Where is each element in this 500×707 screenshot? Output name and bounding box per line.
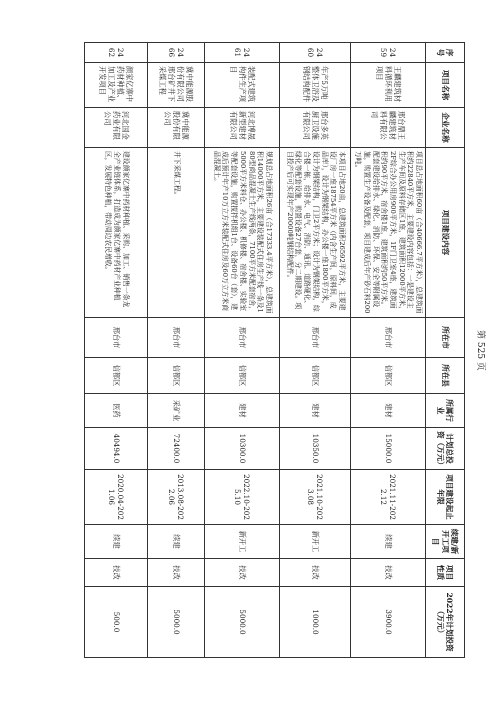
cell-period: 2022.10-2025.10 (205, 470, 280, 525)
cell-content: 项目总占地面积60亩（合40666.7平方米），总建筑面积约22840平方米，主要建设内容包括：一是建设主生产车间及原料存储区1座，建筑面积12000平方米，2F综合办公用房900平方米，1F门卫室4座，建筑面积约90平方米，宿舍楼1座，建筑面积约50平方米。配套建设给排水、绿化、消防、环保、安全等附属设施，购置生产设备及配套，项目建成后年产砂石料200万吨。 (351, 148, 426, 318)
header-total-investment: 计划总投资（万元） (426, 428, 465, 470)
cell-company: 河北博晟新型建材有限公司 (205, 108, 280, 148)
cell-company: 邢台多英厨卫设施有限公司 (280, 108, 351, 148)
cell-nature: 技改 (85, 559, 148, 587)
cell-total: 15000.0 (351, 428, 426, 470)
cell-seq: 2461 (205, 43, 280, 63)
cell-industry: 建材 (280, 394, 351, 428)
cell-seq: 2460 (280, 43, 351, 63)
cell-nature: 技改 (148, 559, 205, 587)
header-period: 项目建设起止年限 (426, 470, 465, 525)
cell-county: 信都区 (280, 358, 351, 394)
header-plan-2022: 2022年计划投资（万元） (426, 587, 465, 658)
cell-plan: 3900.0 (351, 587, 426, 658)
cell-company: 河北国金药业有限公司 (85, 108, 148, 148)
cell-period: 2021.10-2023.08 (280, 470, 351, 525)
cell-project-name: 年产5万吨整体卫浴及钢结构配件 (280, 63, 351, 108)
header-status: 续建/新开工项目 (426, 525, 465, 559)
header-industry: 所属行业 (426, 394, 465, 428)
cell-plan: 5000.0 (205, 587, 280, 658)
cell-city: 邢台市 (280, 318, 351, 358)
rotated-table-container (35, 42, 465, 657)
cell-county: 信都区 (351, 358, 426, 394)
cell-seq: 2462 (85, 43, 148, 63)
cell-content: 规划总占地面积26亩（合17333.4平方米），总建筑面积14000平方米，主要建设装配式住房生产线一条及180型商品混凝土生产线两条，7100平方米配套宿舍，5000平方米料仓、办公楼、机修楼、宿舍楼、实验室等配套设施，购置搅拌机组1台、设备60台（套），建成后预计年产10万立方米装配式住房及60万立方米商品混凝土。 (205, 148, 280, 318)
cell-status: 续建 (351, 525, 426, 559)
cell-period: 2020.04-2021.06 (85, 470, 148, 525)
cell-project-name: 王麟建筑材料循环利用项目 (351, 63, 426, 108)
cell-seq: 2466 (148, 43, 205, 63)
cell-total: 72400.0 (148, 428, 205, 470)
cell-total: 10350.0 (280, 428, 351, 470)
table-row (280, 43, 351, 658)
cell-nature: 技改 (280, 559, 351, 587)
page-number: 第 525 页 (475, 330, 485, 371)
cell-plan: 1000.0 (280, 587, 351, 658)
cell-status: 续建 (148, 525, 205, 559)
cell-project-name: 装配式建筑构件生产项目 (205, 63, 280, 108)
cell-period: 2013.08-2022.06 (148, 470, 205, 525)
cell-content: 井下采煤工程。 (148, 148, 205, 318)
cell-period: 2021.11-2022.12 (351, 470, 426, 525)
cell-status: 新开工 (280, 525, 351, 559)
header-nature: 项目性质 (426, 559, 465, 587)
cell-company: 冀中能源股份有限公司 (148, 108, 205, 148)
cell-city: 邢台市 (148, 318, 205, 358)
cell-county: 信都区 (85, 358, 148, 394)
header-city: 所在市 (426, 318, 465, 358)
cell-status: 续建 (85, 525, 148, 559)
cell-city: 邢台市 (205, 318, 280, 358)
table-header-row (426, 43, 465, 658)
cell-status: 新开工 (205, 525, 280, 559)
cell-industry: 医药 (85, 394, 148, 428)
header-content: 项目建设内容 (426, 148, 465, 318)
header-company: 企业名称 (426, 108, 465, 148)
cell-project-name: 颜家亿寨中药材种植、加工及产业开发项目 (85, 63, 148, 108)
cell-industry: 采矿业 (148, 394, 205, 428)
header-project-name: 项目名称 (426, 63, 465, 108)
cell-county: 信都区 (148, 358, 205, 394)
cell-project-name: 冀中能源股份有限公司邢台矿井下采煤工程 (148, 63, 205, 108)
table-row (148, 43, 205, 658)
cell-total: 10300.0 (205, 428, 280, 470)
table-row (351, 43, 426, 658)
cell-company: 邢台鼎王麟建筑材料有限公司 (351, 108, 426, 148)
cell-seq: 2459 (351, 43, 426, 63)
cell-county: 信都区 (205, 358, 280, 394)
cell-industry: 建材 (351, 394, 426, 428)
cell-city: 邢台市 (351, 318, 426, 358)
cell-nature: 技改 (205, 559, 280, 587)
cell-plan: 500.0 (85, 587, 148, 658)
cell-content: 建设颜家亿寨中药材种植、采购、加工、销售一条龙全产业链体系，打造成为颜家亿寨中药材产业种植区，发展特色种植，带动周边农民增收。 (85, 148, 148, 318)
cell-nature: 技改 (351, 559, 426, 587)
table-row (85, 43, 148, 658)
cell-total: 40494.0 (85, 428, 148, 470)
cell-city: 邢台市 (85, 318, 148, 358)
table-row (205, 43, 280, 658)
cell-plan: 5000.0 (148, 587, 205, 658)
header-seq: 序号 (426, 43, 465, 63)
cell-content: 本项目占地20亩，总建筑面积26592平方米，主要建设厂房一座18754平方米（内含生产间，原料间，成品库），设计为钢架结构，办公楼一座1800平方米，设计为钢架结构，门卫2平方米；设计为钢架结构，综合楼一栋，给排水、电气、消防、通讯、道路硬化、绿化等配套设施，购置设备27台套，分二期建设。项目投产后可实现年产20000吨钢结构配件。 (280, 148, 351, 318)
cell-industry: 建材 (205, 394, 280, 428)
header-county: 所在县 (426, 358, 465, 394)
project-table (85, 42, 466, 658)
